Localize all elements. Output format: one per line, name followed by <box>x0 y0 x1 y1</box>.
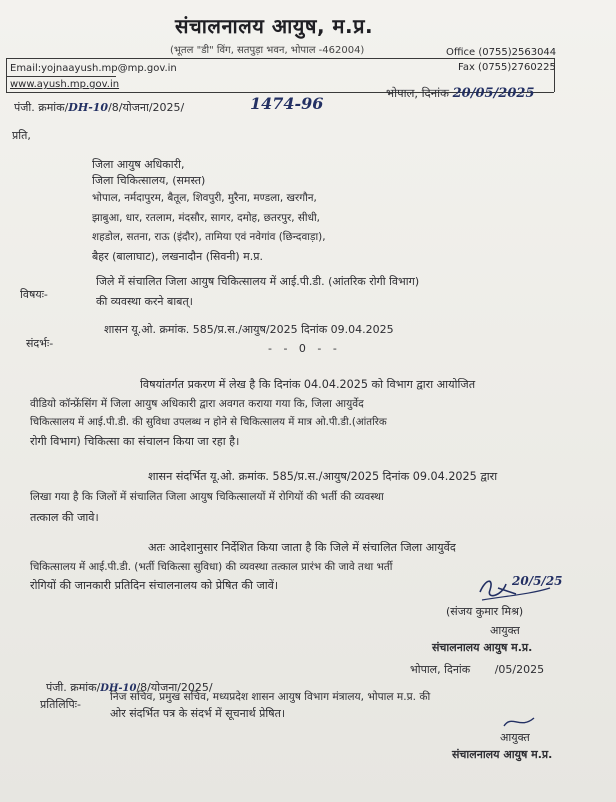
signatory-designation: आयुक्त <box>490 624 520 637</box>
reference-label: संदर्भः- <box>26 337 54 350</box>
recipient-line: जिला आयुष अधिकारी, <box>92 158 185 171</box>
prati-label: प्रति, <box>12 129 31 142</box>
initial-scribble <box>500 712 540 732</box>
subject-line-2: की व्यवस्था करने बाबत्। <box>96 295 193 308</box>
recipient-line: बैहर (बालाघाट), लखनादौन (सिवनी) म.प्र. <box>92 250 263 263</box>
signatory2-office: संचालनालय आयुष म.प्र. <box>452 748 553 761</box>
signatory-name: (संजय कुमार मिश्र) <box>446 605 524 618</box>
paragraph-2-line: लिखा गया है कि जिलों में संचालित जिला आयुष चिकित्सालयों में रोगियों की भर्ती की व्यवस्था <box>30 491 384 503</box>
ref-hand-code: DH-10 <box>68 101 109 114</box>
paragraph-1-line: चिकित्सालय में आई.पी.डी. की सुविधा उपलब्ध न होने से चिकित्सालय में मात्र ओ.पी.डी.(आंतरिक <box>30 417 387 428</box>
paragraph-3-line: अतः आदेशानुसार निर्देशित किया जाता है कि जिले में संचालित जिला आयुर्वेद <box>148 541 456 554</box>
hand-date: 20/05/2025 <box>452 86 535 101</box>
reference-text: शासन यू.ओ. क्रमांक. 585/प्र.स./आयुष/2025 दिनांक 09.04.2025 <box>104 323 394 336</box>
copy-line-1: निज सचिव, प्रमुख सचिव, मध्यप्रदेश शासन आयुष विभाग मंत्रालय, भोपाल म.प्र. की <box>110 691 431 703</box>
paragraph-1-line: विषयांतर्गत प्रकरण में लेख है कि दिनांक 04.04.2025 को विभाग द्वारा आयोजित <box>140 378 476 391</box>
signatory-office: संचालनालय आयुष म.प्र. <box>432 641 533 654</box>
ref2-hand-code: DH-10 <box>100 683 137 694</box>
paragraph-2-line: तत्काल की जावे। <box>30 511 99 524</box>
paragraph-1-line: रोगी विभाग) चिकित्सा का संचालन किया जा रहा है। <box>30 435 240 448</box>
header-border-left <box>6 58 7 92</box>
ref-hand-number: 1474-96 <box>250 94 324 113</box>
subject-label: विषयः- <box>20 288 48 301</box>
website-text: www.ayush.mp.gov.in <box>10 79 120 90</box>
paragraph-2-line: शासन संदर्भित यू.ओ. क्रमांक. 585/प्र.स./आयुष/2025 दिनांक 09.04.2025 द्वारा <box>148 470 498 483</box>
reference-separator: - - 0 - - <box>268 342 341 355</box>
ref-prefix: पंजी. क्रमांक/ <box>14 101 69 114</box>
ref2-middle: /8/योजना/2025/ <box>136 681 213 694</box>
place-date-label: भोपाल, दिनांक <box>386 86 449 100</box>
header-divider-top <box>6 58 554 59</box>
recipient-line: भोपाल, नर्मदापुरम, बैतूल, शिवपुरी, मुरैना, मण्डला, खरगौन, <box>92 192 317 204</box>
recipient-line: जिला चिकित्सालय, (समस्त) <box>92 174 206 187</box>
signatory2-designation: आयुक्त <box>500 731 530 744</box>
paragraph-1-line: वीडियो कॉन्फ्रेंसिंग में जिला आयुष अधिकारी द्वारा अवगत कराया गया कि, जिला आयुर्वेद <box>30 398 364 410</box>
fax-number: Fax (0755)2760225 <box>458 62 556 73</box>
ref-middle: /8/योजना/2025/ <box>108 101 185 114</box>
signature-date-mark: 20/5/25 <box>512 574 563 588</box>
paragraph-3-line: रोगियों की जानकारी प्रतिदिन संचालनालय को प्रेषित की जावें। <box>30 579 279 592</box>
place-date-2: भोपाल, दिनांक /05/2025 <box>410 663 545 676</box>
header-divider-mid <box>6 76 116 77</box>
recipient-line: झाबुआ, धार, रतलाम, मंदसौर, सागर, दमोह, छतरपुर, सीधी, <box>92 212 320 224</box>
ref2-prefix: पंजी. क्रमांक/ <box>46 681 101 694</box>
letterhead-title: संचालनालय आयुष, म.प्र. <box>175 14 374 38</box>
paragraph-3-line: चिकित्सालय में आई.पी.डी. (भर्ती चिकित्सा सुविधा) की व्यवस्था तत्काल प्रारंभ की जावे तथा भर्ती <box>30 561 393 573</box>
place-date <box>386 86 534 101</box>
copy-label: प्रतिलिपिः- <box>40 698 81 711</box>
recipient-line: शहडोल, सतना, राऊ (इंदौर), तामिया एवं नवेगांव (छिन्दवाड़ा), <box>92 231 326 243</box>
reference-number-line <box>14 100 184 115</box>
office-phone: Office (0755)2563044 <box>446 47 557 58</box>
copy-line-2: ओर संदर्भित पत्र के संदर्भ में सूचनार्थ प्रेषित। <box>110 707 286 720</box>
letterhead-address: (भूतल "डी" विंग, सतपुड़ा भवन, भोपाल -462004) <box>170 45 365 56</box>
email-text: Email:yojnaayush.mp@mp.gov.in <box>10 63 177 74</box>
subject-line-1: जिले में संचालित जिला आयुष चिकित्सालय में आई.पी.डी. (आंतरिक रोगी विभाग) <box>96 275 420 288</box>
